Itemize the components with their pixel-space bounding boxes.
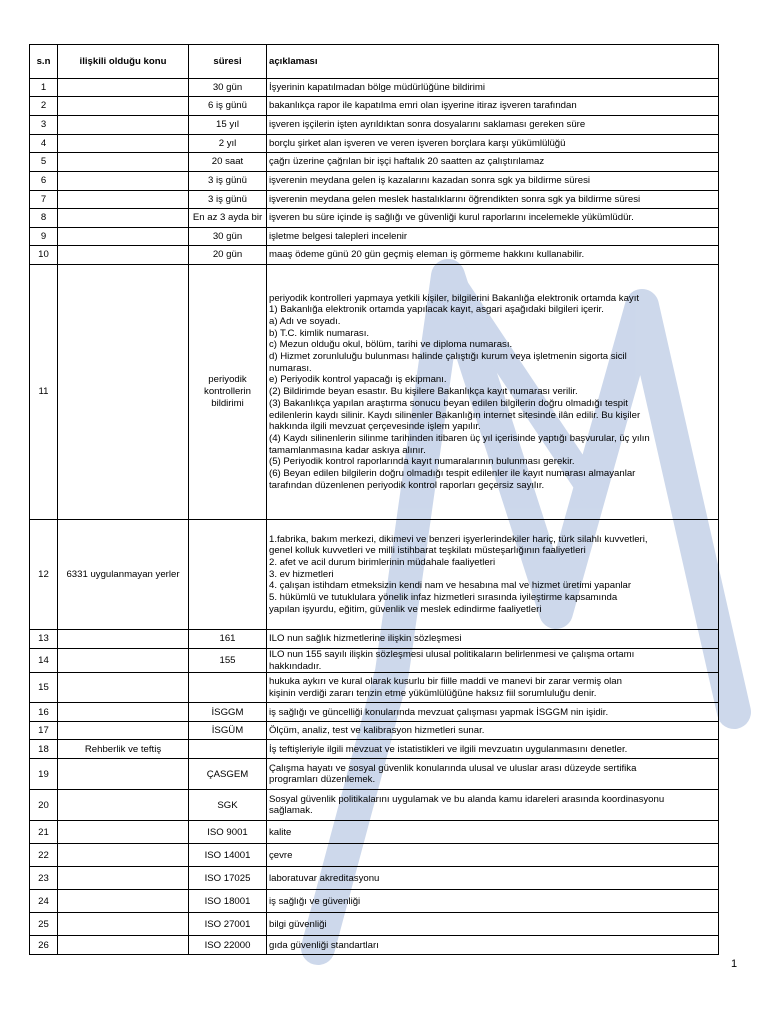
aciklama-line: hakkındadır. [269, 660, 322, 672]
aciklama-line: işveren bu süre içinde iş sağlığı ve güvenliği kurul raporlarını incelemekle yükümlüdür. [269, 212, 634, 224]
aciklama-line: borçlu şirket alan işveren ve veren işveren borçlara karşı yükümlülüğü [269, 137, 566, 149]
aciklama-line: işverenin meydana gelen iş kazalarını kazadan sonra sgk ya bildirme süresi [269, 175, 591, 187]
sure-cell: 6 iş günü [189, 97, 267, 116]
konu-cell [58, 191, 189, 209]
row-number-cell: 3 [30, 116, 58, 135]
aciklama-line: yapılan işyurdu, eğitim, güvenlik ve meslek edindirme faaliyetleri [269, 603, 542, 615]
row-number-cell: 18 [30, 740, 58, 759]
table-row [30, 673, 719, 703]
konu-cell [58, 867, 189, 890]
table-row [30, 630, 719, 649]
row-number-cell: 24 [30, 890, 58, 913]
aciklama-line: laboratuvar akreditasyonu [269, 872, 380, 884]
table-row [30, 867, 719, 890]
header-konu: ilişkili olduğu konu [58, 45, 189, 79]
table-row [30, 890, 719, 913]
aciklama-line: sağlamak. [269, 805, 313, 817]
table-row [30, 649, 719, 673]
aciklama-line: (3) Bakanlıkça yapılan araştırma sonucu beyan edilen bilgilerin doğru olmadığı tespit [269, 397, 628, 409]
konu-cell [58, 135, 189, 153]
aciklama-line: 1.fabrika, bakım merkezi, dikimevi ve benzeri işyerlerindekiler hariç, türk silahlı kuvvetleri, [269, 533, 648, 545]
konu-cell [58, 759, 189, 790]
aciklama-cell [267, 116, 719, 135]
aciklama-cell [267, 890, 719, 913]
sure-cell: ISO 22000 [189, 936, 267, 955]
aciklama-cell [267, 844, 719, 867]
aciklama-line: işveren işçilerin işten ayrıldıktan sonra dosyalarını saklaması gereken süre [269, 119, 586, 131]
aciklama-line: genel kolluk kuvvetleri ve milli istihbarat teşkilatı müsteşarlığının faaliyetleri [269, 545, 586, 557]
row-number-cell: 15 [30, 673, 58, 703]
table-row [30, 520, 719, 630]
konu-cell [58, 209, 189, 228]
aciklama-cell [267, 649, 719, 673]
row-number-cell: 16 [30, 703, 58, 722]
table-row [30, 172, 719, 191]
konu-cell [58, 265, 189, 520]
row-number-cell: 1 [30, 79, 58, 97]
sure-cell: ISO 14001 [189, 844, 267, 867]
header-aciklama: açıklaması [267, 45, 719, 79]
header-sure: süresi [189, 45, 267, 79]
sure-cell [189, 673, 267, 703]
aciklama-cell [267, 821, 719, 844]
table-row [30, 790, 719, 821]
row-number-cell: 2 [30, 97, 58, 116]
table-row [30, 228, 719, 246]
sure-cell: 161 [189, 630, 267, 649]
konu-cell [58, 649, 189, 673]
table-row [30, 936, 719, 955]
aciklama-cell [267, 790, 719, 821]
row-number-cell: 12 [30, 520, 58, 630]
aciklama-cell [267, 913, 719, 936]
sure-cell: 2 yıl [189, 135, 267, 153]
aciklama-line: c) Mezun olduğu okul, bölüm, tarihi ve diploma numarası. [269, 339, 513, 351]
sure-cell: ISO 9001 [189, 821, 267, 844]
konu-cell [58, 790, 189, 821]
sure-cell: 30 gün [189, 228, 267, 246]
table-row [30, 821, 719, 844]
table-row [30, 265, 719, 520]
row-number-cell: 10 [30, 246, 58, 265]
konu-cell [58, 722, 189, 740]
sure-cell: İSGGM [189, 703, 267, 722]
table-row [30, 740, 719, 759]
aciklama-cell [267, 759, 719, 790]
aciklama-line: iş sağlığı ve güvenliği [269, 895, 361, 907]
sure-cell: ISO 18001 [189, 890, 267, 913]
row-number-cell: 14 [30, 649, 58, 673]
sure-cell: ÇASGEM [189, 759, 267, 790]
sure-cell: SGK [189, 790, 267, 821]
table-row [30, 759, 719, 790]
aciklama-cell [267, 135, 719, 153]
row-number-cell: 19 [30, 759, 58, 790]
aciklama-line: işverenin meydana gelen meslek hastalıklarını öğrendikten sonra sgk ya bildirme süresi [269, 193, 641, 205]
aciklama-line: (5) Periyodik kontrol raporlarında kayıt numaralarının bulunması gerekir. [269, 456, 575, 468]
row-number-cell: 17 [30, 722, 58, 740]
row-number-cell: 6 [30, 172, 58, 191]
header-sn: s.n [30, 45, 58, 79]
row-number-cell: 21 [30, 821, 58, 844]
table-row [30, 153, 719, 172]
aciklama-line: bilgi güvenliği [269, 918, 327, 930]
konu-cell: 6331 uygulanmayan yerler [58, 520, 189, 630]
row-number-cell: 8 [30, 209, 58, 228]
aciklama-line: programları düzenlemek. [269, 774, 376, 786]
aciklama-line: maaş ödeme günü 20 gün geçmiş eleman iş görmeme hakkını kullanabilir. [269, 249, 585, 261]
row-number-cell: 9 [30, 228, 58, 246]
aciklama-line: b) T.C. kimlik numarası. [269, 327, 370, 339]
konu-cell [58, 890, 189, 913]
konu-cell [58, 673, 189, 703]
row-number-cell: 13 [30, 630, 58, 649]
aciklama-line: numarası. [269, 362, 312, 374]
aciklama-cell [267, 191, 719, 209]
row-number-cell: 4 [30, 135, 58, 153]
konu-cell [58, 228, 189, 246]
row-number-cell: 20 [30, 790, 58, 821]
table-row [30, 209, 719, 228]
aciklama-line: periyodik kontrolleri yapmaya yetkili kişiler, bilgilerini Bakanlığa elektronik ortamda kayıt [269, 292, 640, 304]
aciklama-line: (2) Bildirimde beyan esastır. Bu kişilere Bakanlıkça kayıt numarası verilir. [269, 386, 578, 398]
konu-cell [58, 821, 189, 844]
aciklama-line: ILO nun sağlık hizmetlerine ilişkin sözleşmesi [269, 633, 462, 645]
table-row [30, 191, 719, 209]
sure-cell: 155 [189, 649, 267, 673]
aciklama-line: 1) Bakanlığa elektronik ortamda yapılacak kayıt, asgari aşağıdaki bilgileri içerir. [269, 304, 604, 316]
aciklama-cell [267, 265, 719, 520]
aciklama-line: İş teftişleriyle ilgili mevzuat ve istatistikleri ve ilgili mevzuatın uygulanmasını denetler. [269, 743, 628, 755]
row-number-cell: 26 [30, 936, 58, 955]
aciklama-line: 3. ev hizmetleri [269, 568, 334, 580]
aciklama-cell [267, 630, 719, 649]
aciklama-line: tarafından düzenlenen periyodik kontrol raporları geçersiz sayılır. [269, 479, 545, 491]
aciklama-line: Ölçüm, analiz, test ve kalibrasyon hizmetleri sunar. [269, 725, 485, 737]
aciklama-line: kişinin verdiği zararı tenzin etme yükümlülüğüne haksız fiil sorumluluğu denir. [269, 687, 597, 699]
sure-cell: 3 iş günü [189, 172, 267, 191]
aciklama-cell [267, 740, 719, 759]
aciklama-line: 2. afet ve acil durum birimlerinin müdahale faaliyetleri [269, 556, 496, 568]
sure-cell: 20 gün [189, 246, 267, 265]
konu-cell [58, 79, 189, 97]
row-number-cell: 23 [30, 867, 58, 890]
sure-cell: 15 yıl [189, 116, 267, 135]
table-row [30, 97, 719, 116]
konu-cell [58, 172, 189, 191]
row-number-cell: 22 [30, 844, 58, 867]
aciklama-line: d) Hizmet zorunluluğu bulunması halinde çalıştığı kurum veya işletmenin sigorta sicil [269, 351, 627, 363]
sure-cell: 30 gün [189, 79, 267, 97]
aciklama-cell [267, 228, 719, 246]
aciklama-cell [267, 673, 719, 703]
aciklama-cell [267, 246, 719, 265]
table-row [30, 722, 719, 740]
sure-cell: ISO 27001 [189, 913, 267, 936]
aciklama-line: çağrı üzerine çağrılan bir işçi haftalık 20 saatten az çalıştırılamaz [269, 156, 545, 168]
aciklama-cell [267, 722, 719, 740]
aciklama-line: e) Periyodik kontrol yapacağı iş ekipmanı. [269, 374, 447, 386]
sure-cell: periyodik kontrollerin bildirimi [189, 265, 267, 520]
konu-cell [58, 936, 189, 955]
aciklama-line: (4) Kaydı silinenlerin silinme tarihinden itibaren üç yıl içerisinde yaptığı başvurular, üç yılın [269, 432, 650, 444]
sure-cell: İSGÜM [189, 722, 267, 740]
konu-cell [58, 153, 189, 172]
table-row [30, 135, 719, 153]
aciklama-cell [267, 520, 719, 630]
aciklama-line: 5. hükümlü ve tutuklulara yönelik infaz hizmetleri sırasında iyileştirme kapsamında [269, 592, 618, 604]
sure-cell [189, 520, 267, 630]
konu-cell [58, 97, 189, 116]
table-row [30, 844, 719, 867]
aciklama-line: hukuka aykırı ve kural olarak kusurlu bir fiille maddi ve manevi bir zarar vermiş olan [269, 676, 622, 688]
table-row [30, 79, 719, 97]
aciklama-cell [267, 153, 719, 172]
aciklama-line: İşyerinin kapatılmadan bölge müdürlüğüne bildirimi [269, 81, 485, 93]
aciklama-line: hakkında ilgili mevzuat çerçevesinde işlem yapılır. [269, 421, 481, 433]
sure-cell: 20 saat [189, 153, 267, 172]
aciklama-cell [267, 209, 719, 228]
table-header-row [30, 45, 719, 79]
row-number-cell: 7 [30, 191, 58, 209]
konu-cell [58, 246, 189, 265]
aciklama-line: gıda güvenliği standartları [269, 939, 379, 951]
aciklama-line: Sosyal güvenlik politikalarını uygulamak ve bu alanda kamu idareleri arasında koordinasyonu [269, 793, 665, 805]
aciklama-line: iş sağlığı ve güncelliği konularında mevzuat çalışması yapmak İSGGM nin işidir. [269, 706, 609, 718]
konu-cell [58, 703, 189, 722]
sure-cell: En az 3 ayda bir [189, 209, 267, 228]
sure-cell [189, 740, 267, 759]
row-number-cell: 25 [30, 913, 58, 936]
sure-cell: 3 iş günü [189, 191, 267, 209]
konu-cell [58, 630, 189, 649]
aciklama-line: işletme belgesi talepleri incelenir [269, 230, 408, 242]
aciklama-cell [267, 79, 719, 97]
row-number-cell: 11 [30, 265, 58, 520]
data-table [29, 44, 719, 955]
aciklama-cell [267, 867, 719, 890]
table-body [30, 45, 719, 955]
aciklama-line: Çalışma hayatı ve sosyal güvenlik konularında ulusal ve uluslar arası düzeyde sertifika [269, 762, 637, 774]
aciklama-cell [267, 703, 719, 722]
aciklama-cell [267, 97, 719, 116]
aciklama-line: edilenlerin kaydı silinir. Kaydı silinenler Bakanlığın internet sitesinde ilân edilir. Bu kişiler [269, 409, 641, 421]
aciklama-line: kalite [269, 826, 292, 838]
aciklama-line: 4. çalışan istihdam etmeksizin kendi nam ve hesabına mal ve hizmet üretimi yapanlar [269, 580, 632, 592]
table-row [30, 116, 719, 135]
konu-cell [58, 844, 189, 867]
table-row [30, 246, 719, 265]
aciklama-line: bakanlıkça rapor ile kapatılma emri olan işyerine itiraz işveren tarafından [269, 100, 577, 112]
konu-cell [58, 116, 189, 135]
aciklama-line: tamamlanmasına kadar askıya alınır. [269, 444, 426, 456]
aciklama-line: ILO nun 155 sayılı ilişkin sözleşmesi ulusal politikaların belirlenmesi ve çalışma ortamı [269, 649, 635, 660]
aciklama-line: çevre [269, 849, 293, 861]
aciklama-cell [267, 936, 719, 955]
aciklama-cell [267, 172, 719, 191]
aciklama-line: (6) Beyan edilen bilgilerin doğru olmadığı tespit edilenler ile kayıt numarası almayanlar [269, 468, 636, 480]
table-row [30, 913, 719, 936]
table-row [30, 703, 719, 722]
aciklama-line: a) Adı ve soyadı. [269, 315, 341, 327]
row-number-cell: 5 [30, 153, 58, 172]
sure-cell: ISO 17025 [189, 867, 267, 890]
page-number: 1 [731, 958, 738, 970]
konu-cell [58, 913, 189, 936]
konu-cell: Rehberlik ve teftiş [58, 740, 189, 759]
